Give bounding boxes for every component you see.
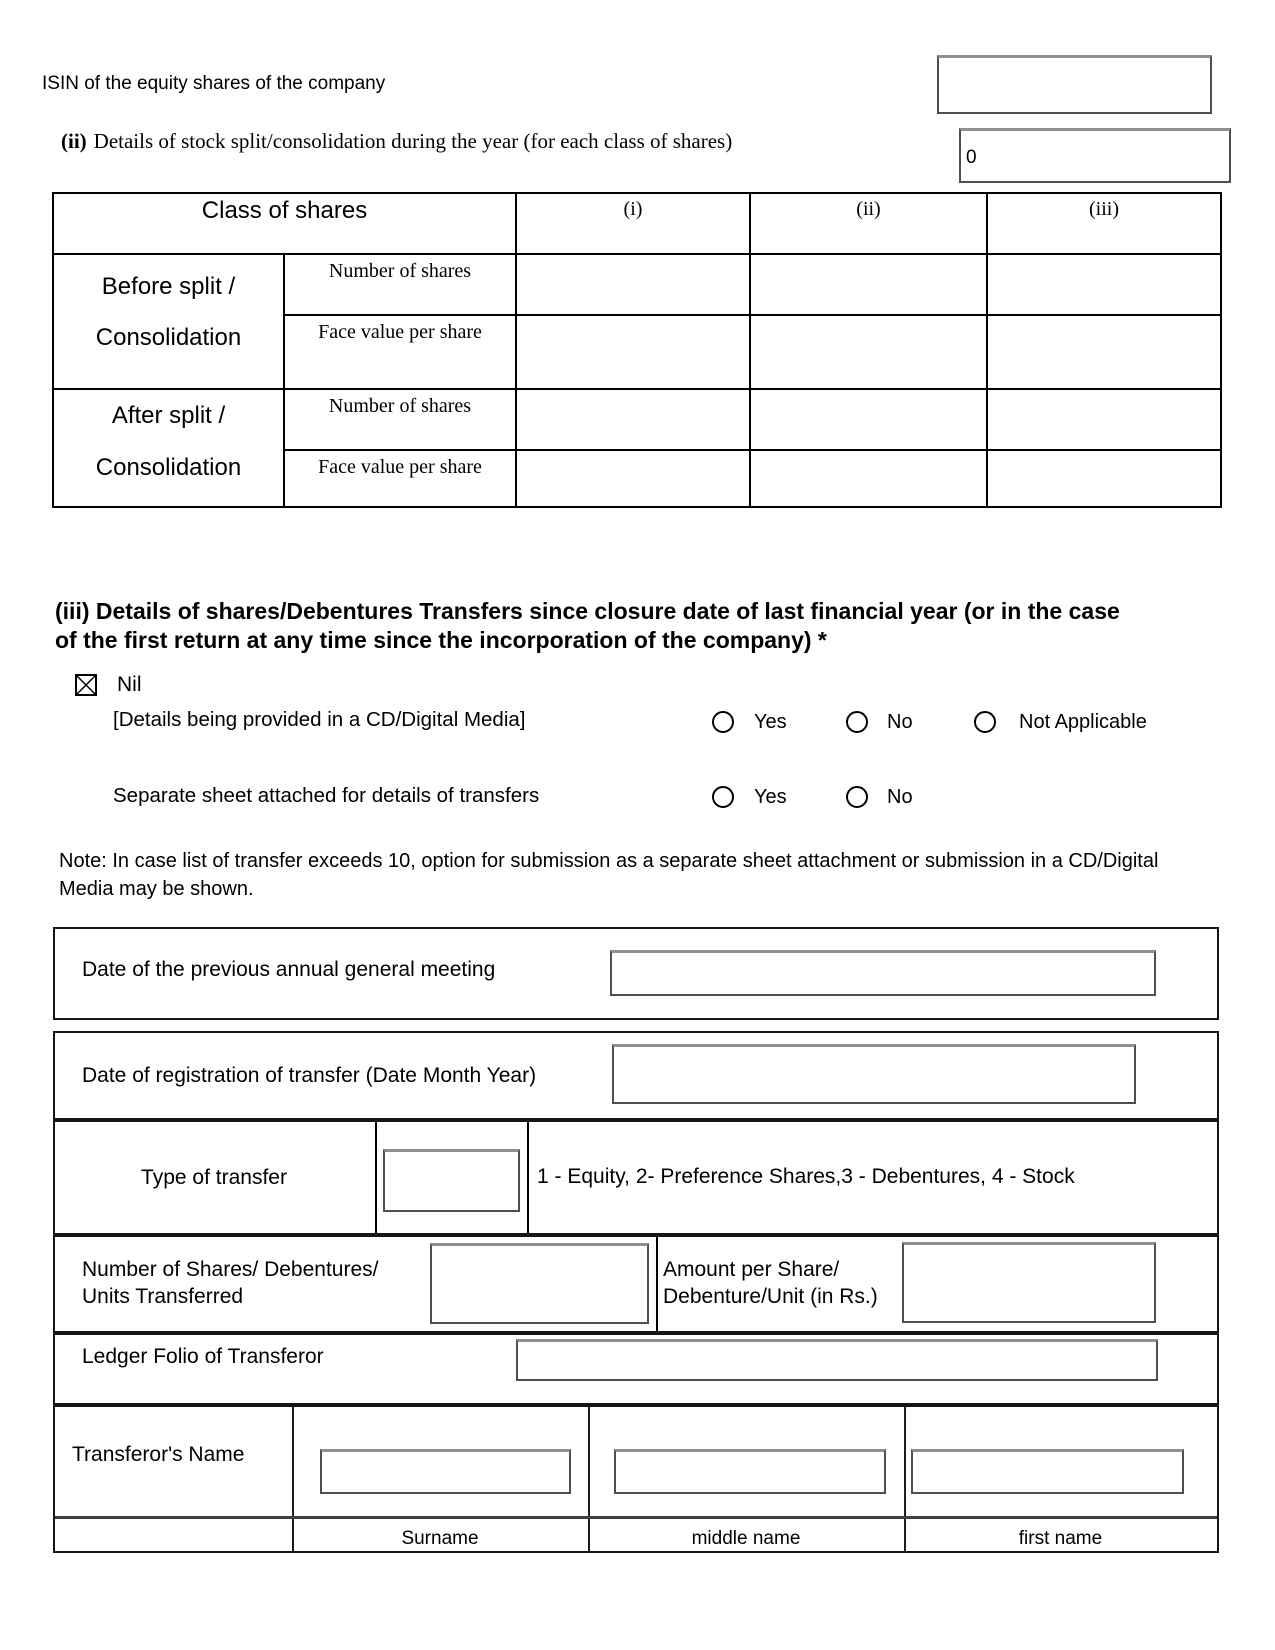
transfers-heading-line2: of the first return at any time since the incorporation of the company) * xyxy=(55,627,827,653)
cd-media-yes-label: Yes xyxy=(754,711,787,733)
prev-agm-label: Date of the previous annual general meeting xyxy=(82,958,496,981)
note-line1: Note: In case list of transfer exceeds 10, option for submission as a separate sheet attachment or submission in a CD/Digital xyxy=(59,850,1159,872)
group-after-line2: Consolidation xyxy=(95,454,242,481)
divider xyxy=(375,1122,377,1233)
note-line2: Media may be shown. xyxy=(59,878,254,900)
middle-name-sublabel: middle name xyxy=(691,1528,801,1549)
split-table-cell[interactable] xyxy=(749,253,986,314)
stock-split-count-value: 0 xyxy=(966,147,977,168)
isin-input[interactable] xyxy=(937,55,1212,114)
stock-split-heading-prefix: (ii) xyxy=(61,129,87,153)
group-after-split xyxy=(54,388,283,506)
after-face-value-label: Face value per share xyxy=(283,449,515,506)
reg-date-input[interactable] xyxy=(612,1044,1136,1104)
split-table-cell[interactable] xyxy=(749,314,986,388)
cd-media-no-label: No xyxy=(887,711,913,733)
split-table-cell[interactable] xyxy=(515,449,749,506)
quantity-label-line2: Units Transferred xyxy=(82,1285,244,1308)
reg-date-label: Date of registration of transfer (Date Month Year) xyxy=(82,1064,537,1087)
checkbox-x-icon xyxy=(75,683,97,700)
group-after-line1: After split / xyxy=(111,402,226,429)
separate-sheet-label: Separate sheet attached for details of transfers xyxy=(113,784,540,807)
first-name-input[interactable] xyxy=(911,1449,1184,1494)
before-number-of-shares-label: Number of shares xyxy=(283,253,515,314)
stock-split-heading xyxy=(61,129,732,154)
middle-name-input[interactable] xyxy=(614,1449,886,1494)
split-table-cell[interactable] xyxy=(749,388,986,449)
type-of-transfer-hint: 1 - Equity, 2- Preference Shares,3 - Debentures, 4 - Stock xyxy=(537,1165,1075,1188)
col-header-iii: (iii) xyxy=(986,194,1220,253)
amount-input[interactable] xyxy=(902,1242,1156,1323)
group-before-line2: Consolidation xyxy=(95,324,242,351)
split-table-cell[interactable] xyxy=(986,388,1220,449)
surname-input[interactable] xyxy=(320,1449,571,1494)
separate-sheet-no-radio[interactable] xyxy=(846,786,868,808)
col-header-i: (i) xyxy=(515,194,749,253)
divider xyxy=(55,1516,1217,1519)
class-of-shares-header: Class of shares xyxy=(201,197,368,224)
split-table-cell[interactable] xyxy=(986,253,1220,314)
transferor-name-label: Transferor's Name xyxy=(72,1443,245,1466)
group-before-line1: Before split / xyxy=(101,273,236,300)
split-table-cell[interactable] xyxy=(515,253,749,314)
split-table-cell[interactable] xyxy=(986,449,1220,506)
prev-agm-date-input[interactable] xyxy=(610,950,1156,996)
separate-sheet-no-label: No xyxy=(887,786,913,808)
ledger-folio-input[interactable] xyxy=(516,1339,1158,1381)
quantity-label-line1: Number of Shares/ Debentures/ xyxy=(82,1258,379,1281)
before-face-value-label: Face value per share xyxy=(283,314,515,388)
type-of-transfer-label: Type of transfer xyxy=(141,1166,287,1189)
divider xyxy=(656,1237,658,1331)
divider xyxy=(527,1122,529,1233)
group-before-split xyxy=(54,253,283,388)
cd-media-na-radio[interactable] xyxy=(974,711,996,733)
cd-media-no-radio[interactable] xyxy=(846,711,868,733)
separate-sheet-yes-radio[interactable] xyxy=(712,786,734,808)
split-table-cell[interactable] xyxy=(986,314,1220,388)
col-header-ii: (ii) xyxy=(749,194,986,253)
amount-label-line1: Amount per Share/ xyxy=(663,1258,840,1281)
quantity-input[interactable] xyxy=(430,1243,649,1324)
first-name-sublabel: first name xyxy=(1018,1528,1103,1549)
class-of-shares-table xyxy=(52,192,1222,508)
ledger-folio-label: Ledger Folio of Transferor xyxy=(82,1345,324,1368)
nil-checkbox[interactable] xyxy=(75,674,97,696)
stock-split-heading-text: Details of stock split/consolidation during the year (for each class of shares) xyxy=(93,129,733,153)
type-of-transfer-input[interactable] xyxy=(383,1149,520,1212)
cd-media-na-label: Not Applicable xyxy=(1019,711,1147,733)
amount-label-line2: Debenture/Unit (in Rs.) xyxy=(663,1285,878,1308)
transfers-heading-line1: (iii) Details of shares/Debentures Transfers since closure date of last financial year (or in the case xyxy=(55,598,1120,624)
split-table-cell[interactable] xyxy=(749,449,986,506)
stock-split-count-input[interactable] xyxy=(959,128,1231,183)
isin-label: ISIN of the equity shares of the company xyxy=(42,73,386,94)
surname-sublabel: Surname xyxy=(401,1528,479,1549)
split-table-cell[interactable] xyxy=(515,314,749,388)
split-table-cell[interactable] xyxy=(515,388,749,449)
nil-label: Nil xyxy=(117,673,142,696)
after-number-of-shares-label: Number of shares xyxy=(283,388,515,449)
cd-media-label: [Details being provided in a CD/Digital Media] xyxy=(113,708,526,731)
cd-media-yes-radio[interactable] xyxy=(712,711,734,733)
separate-sheet-yes-label: Yes xyxy=(754,786,787,808)
